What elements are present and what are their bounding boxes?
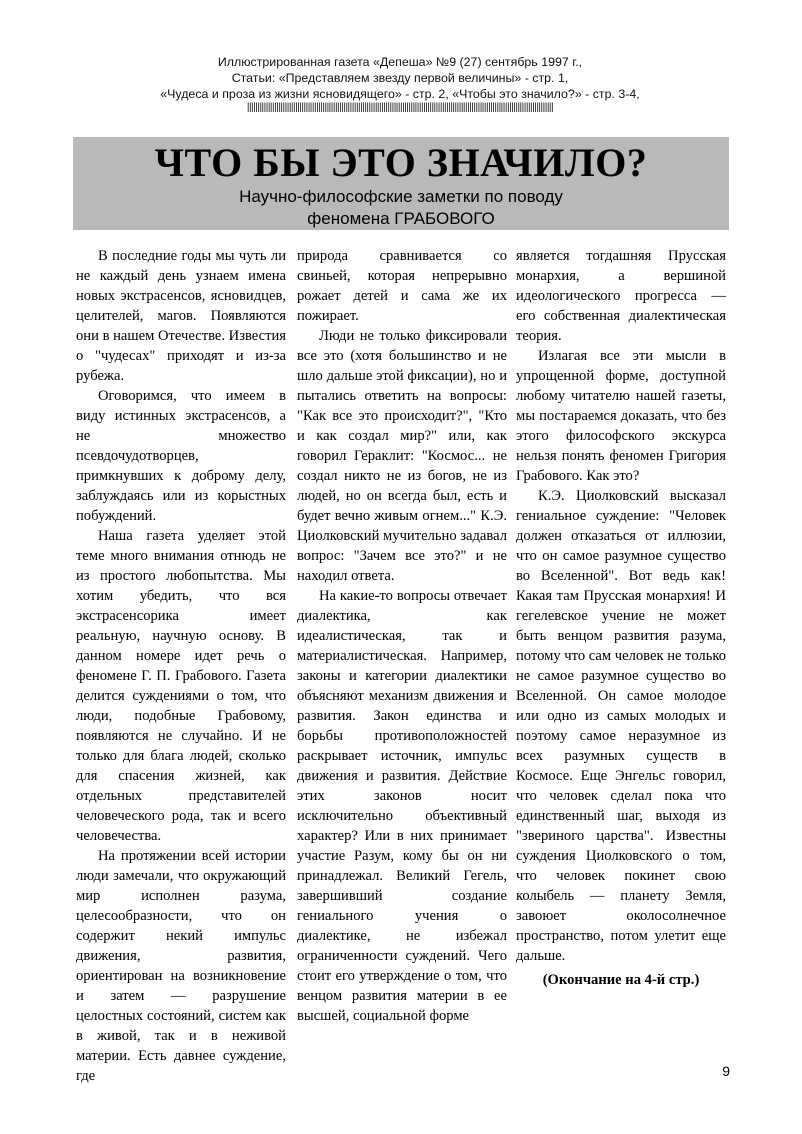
header-line-1: Иллюстрированная газета «Депеша» №9 (27) сентябрь 1997 г., [217,55,583,69]
title-banner [73,137,729,230]
text-column-1 [76,246,286,1086]
subtitle-line-2: феномена ГРАБОВОГО [307,209,495,228]
paragraph: На протяжении всей истории люди замечали, что окружающий мир исполнен разума, целесообразности, что он содержит некий импульс движения, развития, ориентирован на возникновение и затем — разрушение целостных состояний, систем как в живой, так и в неживой материи. Есть давнее суждение, где [76,848,286,1084]
header-line-3: «Чудеса и проза из жизни ясновидящего» - стр. 2, «Чтобы это значило?» - стр. 3-4, [160,87,640,101]
header-line-2: Статьи: «Представляем звезду первой величины» - стр. 1, [231,71,569,85]
paragraph: природа сравнивается со свиньей, которая непрерывно рожает детей и сама же их пожирает. [297,248,507,324]
text-column-2 [297,246,507,1026]
paragraph: В последние годы мы чуть ли не каждый день узнаем имена новых экстрасенсов, ясновидцев, целителей, магов. Появляются они в нашем Отечестве. Известия о "чудесах" приходят и из-за рубежа. [76,248,286,384]
page-number: 9 [722,1063,730,1079]
text-column-3 [516,246,726,990]
paragraph: Излагая все эти мысли в упрощенной форме, доступной любому читателю нашей газеты, мы постараемся доказать, что без этого философского экскурса нельзя понять феномен Григория Грабового. Как это? [516,348,726,484]
paragraph: является тогдашняя Прусская монархия, а вершиной идеологического прогресса — его собственная диалектическая теория. [516,248,726,344]
paragraph: К.Э. Циолковский высказал гениальное суждение: "Человек должен отказаться от иллюзии, что он самое разумное существо во Вселенной". Вот ведь как! Какая там Прусская монархия! И гегелевское учение не может быть венцом развития разума, потому что сам человек не только не самое разумное существо во Вселенной. Он самое молодое или одно из самых молодых и поэтому самое неразумное из всех разумных существ в Космосе. Еще Энгельс говорил, что человек сделал пока что единственный шаг, выходя из "звериного царства". Известны суждения Циолковского о том, что человек покинет свою колыбель — планету Земля, завоюет околосолнечное пространство, потом улетит еще дальше. [516,488,727,964]
header-line-4: |||||||||||||||||||||||||||||||||||||||||||||||||||||||||||||||||||||||||||||||||||||||||||||||||||||||||||||||||||||||||||||||||||||||||||||||||| [246,102,554,113]
paragraph: На какие-то вопросы отвечает диалектика, как идеалистическая, так и материалистическая. Например, законы и категории диалектики объясняют механизм движения и развития. Закон единства и борьбы противоположностей раскрывает источник, импульс движения и развития. Действие этих законов носит исключительно объективный характер? Или в них принимает участие Разум, кому бы он ни принадлежал. Великий Гегель, завершивший создание гениального учения о диалектике, не избежал ограниченности суждений. Чего стоит его утверждение о том, что венцом развития материи в ее высшей, социальной форме [297,588,507,1024]
article-subtitle [73,186,729,230]
subtitle-line-1: Научно-философские заметки по поводу [239,187,563,206]
paragraph: Люди не только фиксировали все это (хотя большинство и не шло дальше этой фиксации), но и пытались ответить на вопросы: "Как все это происходит?", "Кто и как создал мир?" или, как говорил Гераклит: "Космос... не создал никто не из богов, не из людей, но он всегда был, есть и будет вечно живым огнем..." К.Э. Циолковский мучительно задавал вопрос: "Зачем все это?" и не находил ответа. [297,328,507,584]
continuation-note: (Окончание на 4-й стр.) [542,972,700,988]
paragraph: Наша газета уделяет этой теме много внимания отнюдь не из простого любопытства. Мы хотим убедить, что вся экстрасенсорика имеет реальную, научную основу. В данном номере идет речь о феномене Г. П. Грабового. Газета делится суждениями о том, что люди, подобные Грабовому, появляются не случайно. И не только для блага людей, сколько для спасения жизней, как отдельных представителей человеческого рода, так и всего человечества. [76,528,286,844]
publication-header [120,54,680,114]
article-title: ЧТО БЫ ЭТО ЗНАЧИЛО? [154,140,648,185]
paragraph: Оговоримся, что имеем в виду истинных экстрасенсов, а не множество псевдочудотворцев, примкнувших к доброму делу, заблуждаясь или из корыстных побуждений. [76,388,286,524]
